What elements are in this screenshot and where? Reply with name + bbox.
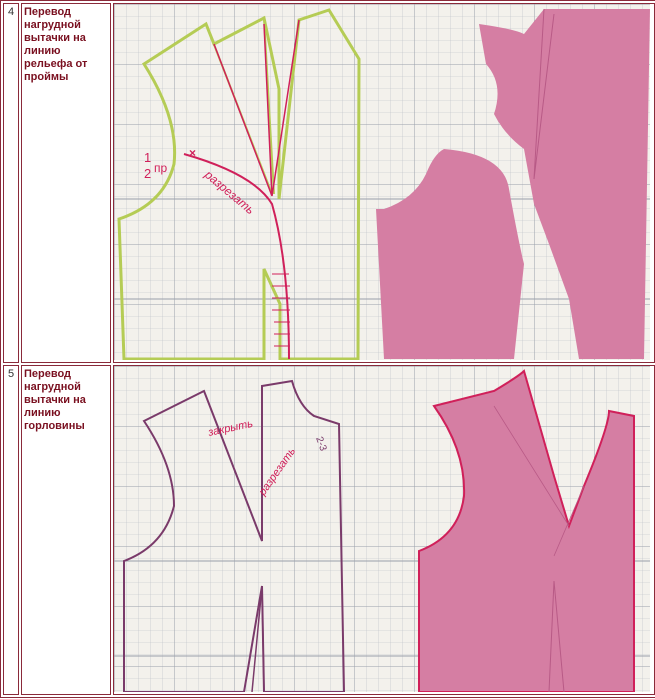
step-title: Перевод нагрудной вытачки на линию рельефа от проймы (21, 3, 111, 363)
cut-label: разрезать (256, 445, 299, 498)
close-label: закрыть (207, 417, 255, 439)
step-row-5 (3, 365, 655, 695)
svg-text:×: × (189, 146, 197, 160)
step-photo-cell (113, 3, 655, 363)
step-row-4 (3, 3, 655, 363)
step-number: 4 (3, 3, 19, 363)
step-number: 5 (3, 365, 19, 695)
fraction-unit: пр (154, 161, 168, 175)
pattern-photo-neckline (114, 366, 650, 692)
cut-label: разрезать (202, 167, 258, 218)
step-title: Перевод нагрудной вытачки на линию горловины (21, 365, 111, 695)
fraction-numerator: 1 (144, 150, 152, 165)
pattern-photo-armhole-relief (114, 4, 650, 360)
fraction-denominator: 2 (144, 166, 152, 181)
measure-label: 2-3 (313, 435, 329, 453)
step-photo-cell (113, 365, 655, 695)
